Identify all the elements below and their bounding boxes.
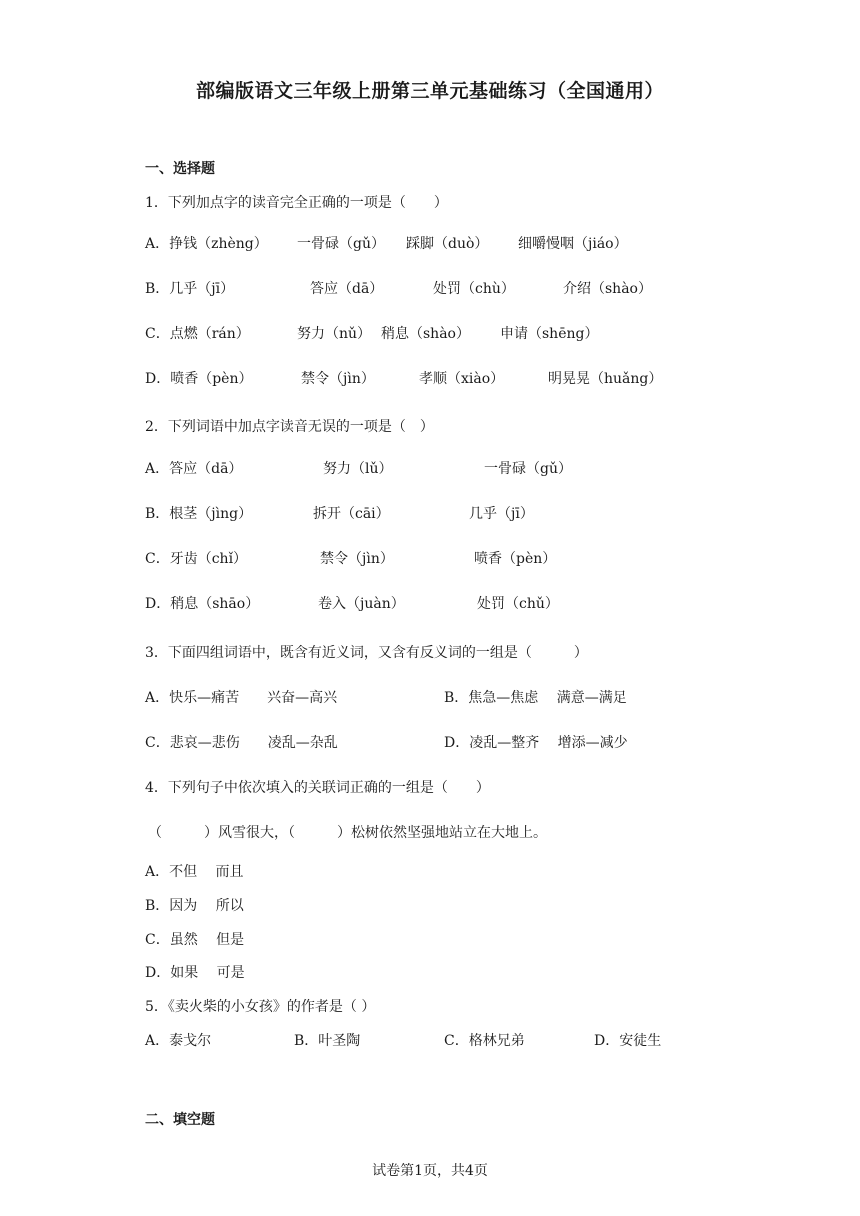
option-item: C．点燃（rán） xyxy=(145,326,250,342)
option-item: 处罚（chù） xyxy=(433,281,515,297)
option-item: 努力（nǔ） xyxy=(297,326,372,342)
question-3-option-d: D．凌乱—整齐 增添—减少 xyxy=(444,735,628,751)
option-item: D．安徒生 xyxy=(594,1033,662,1049)
question-4-option-c: C．虽然 但是 xyxy=(145,932,245,948)
option-item: 禁令（jìn） xyxy=(320,551,394,567)
option-item: B．几乎（jī） xyxy=(145,281,235,297)
question-3-option-b: B．焦急—焦虑 满意—满足 xyxy=(444,690,627,706)
option-item: 介绍（shào） xyxy=(563,281,652,297)
question-4-stem: 4．下列句子中依次填入的关联词正确的一组是（ ） xyxy=(145,780,490,796)
page-footer: 试卷第1页，共4页 xyxy=(372,1163,488,1179)
option-item: 细嚼慢咽（jiáo） xyxy=(518,236,628,252)
option-item: 喷香（pèn） xyxy=(474,551,557,567)
option-item: D．喷香（pèn） xyxy=(145,371,253,387)
option-item: C．牙齿（chǐ） xyxy=(145,551,248,567)
option-item: D．稍息（shāo） xyxy=(145,596,260,612)
option-item: B．叶圣陶 xyxy=(294,1033,361,1049)
question-5-stem: 5．《卖火柴的小女孩》的作者是（ ） xyxy=(145,999,376,1015)
question-3-option-c: C．悲哀—悲伤 凌乱—杂乱 xyxy=(145,735,338,751)
question-4-option-a: A．不但 而且 xyxy=(145,864,244,880)
question-1-stem: 1．下列加点字的读音完全正确的一项是（ ） xyxy=(145,195,448,211)
option-item: 申请（shēng） xyxy=(500,326,599,342)
option-item: 明晃晃（huǎng） xyxy=(548,371,663,387)
question-2-stem: 2．下列词语中加点字读音无误的一项是（ ） xyxy=(145,419,434,435)
question-3-stem: 3．下面四组词语中，既含有近义词，又含有反义词的一组是（ ） xyxy=(145,645,588,661)
option-item: 禁令（jìn） xyxy=(301,371,375,387)
option-item: 处罚（chǔ） xyxy=(477,596,559,612)
question-4-sentence: （ ）风雪很大，（ ）松树依然坚强地站立在大地上。 xyxy=(148,825,547,841)
option-item: 几乎（jī） xyxy=(469,506,534,522)
section-heading-fill: 二、填空题 xyxy=(145,1112,215,1128)
option-item: 踩脚（duò） xyxy=(406,236,489,252)
option-item: A．挣钱（zhèng） xyxy=(145,236,268,252)
question-4-option-b: B．因为 所以 xyxy=(145,898,244,914)
option-item: 答应（dā） xyxy=(310,281,384,297)
option-item: B．根茎（jìng） xyxy=(145,506,253,522)
document-title: 部编版语文三年级上册第三单元基础练习（全国通用） xyxy=(195,80,664,102)
question-4-option-d: D．如果 可是 xyxy=(145,965,245,981)
question-3-option-a: A．快乐—痛苦 兴奋—高兴 xyxy=(145,690,338,706)
section-heading-choice: 一、选择题 xyxy=(145,161,215,177)
option-item: 稍息（shào） xyxy=(381,326,470,342)
option-item: 努力（lǔ） xyxy=(323,461,393,477)
option-item: 一骨碌（gǔ） xyxy=(484,461,572,477)
option-item: C．格林兄弟 xyxy=(444,1033,525,1049)
option-item: A．泰戈尔 xyxy=(145,1033,212,1049)
option-item: 一骨碌（gǔ） xyxy=(297,236,385,252)
option-item: 卷入（juàn） xyxy=(318,596,405,612)
option-item: A．答应（dā） xyxy=(145,461,243,477)
option-item: 孝顺（xiào） xyxy=(419,371,505,387)
option-item: 拆开（cāi） xyxy=(313,506,390,522)
